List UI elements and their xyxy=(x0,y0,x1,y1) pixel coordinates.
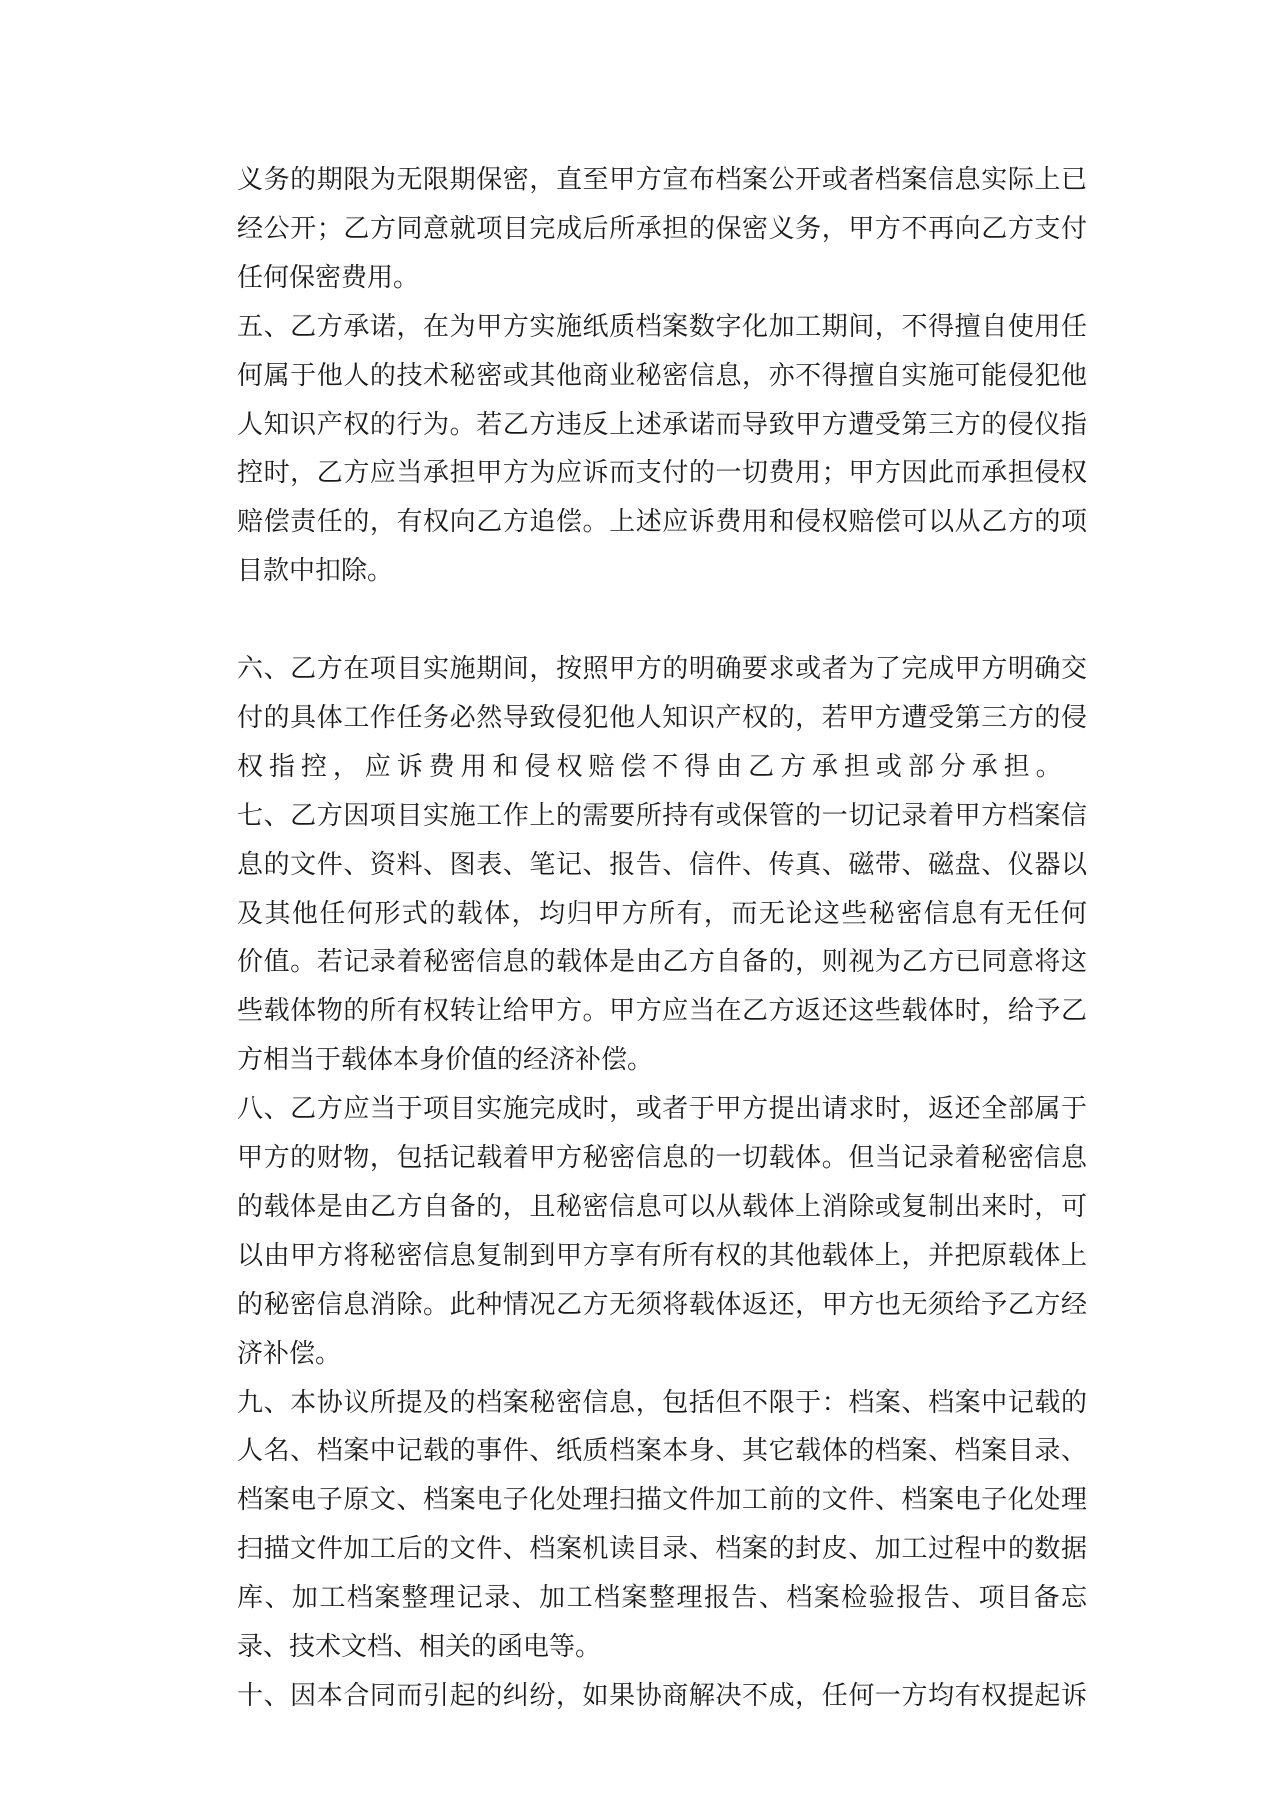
text-line: 济补偿。 xyxy=(237,1338,342,1369)
text-line: 录、技术文档、相关的函电等。 xyxy=(237,1632,602,1662)
text-line: 任何保密费用。 xyxy=(237,262,420,293)
text-line: 人知识产权的行为。若乙方违反上述承诺而导致甲方遭受第三方的侵仪指 xyxy=(237,409,1087,440)
text-line: 人名、档案中记载的事件、纸质档案本身、其它载体的档案、档案目录、 xyxy=(237,1436,1087,1467)
document-page xyxy=(237,0,1087,1810)
text-line: 义务的期限为无限期保密，直至甲方宣布档案公开或者档案信息实际上已 xyxy=(237,165,1087,195)
text-line: 权指控，应诉费用和侵权赔偿不得由乙方承担或部分承担。 xyxy=(237,751,1068,782)
text-line: 库、加工档案整理记录、加工档案整理报告、档案检验报告、项目备忘 xyxy=(237,1583,1087,1614)
text-line: 方相当于载体本身价值的经济补偿。 xyxy=(237,1045,654,1076)
text-line: 目款中扣除。 xyxy=(237,556,394,587)
text-line: 扫描文件加工后的文件、档案机读目录、档案的封皮、加工过程中的数据 xyxy=(237,1534,1087,1565)
text-line: 的秘密信息消除。此种情况乙方无须将载体返还，甲方也无须给予乙方经 xyxy=(237,1289,1087,1320)
text-line: 九、本协议所提及的档案秘密信息，包括但不限于：档案、档案中记载的 xyxy=(237,1387,1087,1418)
text-line: 档案电子原文、档案电子化处理扫描文件加工前的文件、档案电子化处理 xyxy=(237,1485,1087,1516)
text-line: 的载体是由乙方自备的，且秘密信息可以从载体上消除或复制出来时，可 xyxy=(237,1191,1087,1222)
text-line: 价值。若记录着秘密信息的载体是由乙方自备的，则视为乙方已同意将这 xyxy=(237,947,1087,978)
text-line: 何属于他人的技术秘密或其他商业秘密信息，亦不得擅自实施可能侵犯他 xyxy=(237,360,1087,391)
text-line: 八、乙方应当于项目实施完成时，或者于甲方提出请求时，返还全部属于 xyxy=(237,1094,1087,1125)
text-line: 赔偿责任的，有权向乙方追偿。上述应诉费用和侵权赔偿可以从乙方的项 xyxy=(237,507,1087,538)
text-line: 甲方的财物，包括记载着甲方秘密信息的一切载体。但当记录着秘密信息 xyxy=(237,1143,1087,1173)
text-line: 六、乙方在项目实施期间，按照甲方的明确要求或者为了完成甲方明确交 xyxy=(237,654,1087,684)
text-line: 经公开；乙方同意就项目完成后所承担的保密义务，甲方不再向乙方支付 xyxy=(237,213,1087,244)
text-line: 控时，乙方应当承担甲方为应诉而支付的一切费用；甲方因此而承担侵权 xyxy=(237,458,1087,489)
text-line: 十、因本合同而引起的纠纷，如果协商解决不成，任何一方均有权提起诉 xyxy=(237,1680,1087,1711)
text-line: 以由甲方将秘密信息复制到甲方享有所有权的其他载体上，并把原载体上 xyxy=(237,1240,1087,1271)
text-line: 些载体物的所有权转让给甲方。甲方应当在乙方返还这些载体时，给予乙 xyxy=(237,996,1087,1027)
text-line: 及其他任何形式的载体，均归甲方所有，而无论这些秘密信息有无任何 xyxy=(237,898,1087,929)
text-line: 五、乙方承诺，在为甲方实施纸质档案数字化加工期间，不得擅自使用任 xyxy=(237,311,1087,342)
text-line: 七、乙方因项目实施工作上的需要所持有或保管的一切记录着甲方档案信 xyxy=(237,800,1087,831)
text-line: 付的具体工作任务必然导致侵犯他人知识产权的，若甲方遭受第三方的侵 xyxy=(237,702,1087,733)
text-line: 息的文件、资料、图表、笔记、报告、信件、传真、磁带、磁盘、仪器以 xyxy=(237,849,1087,880)
